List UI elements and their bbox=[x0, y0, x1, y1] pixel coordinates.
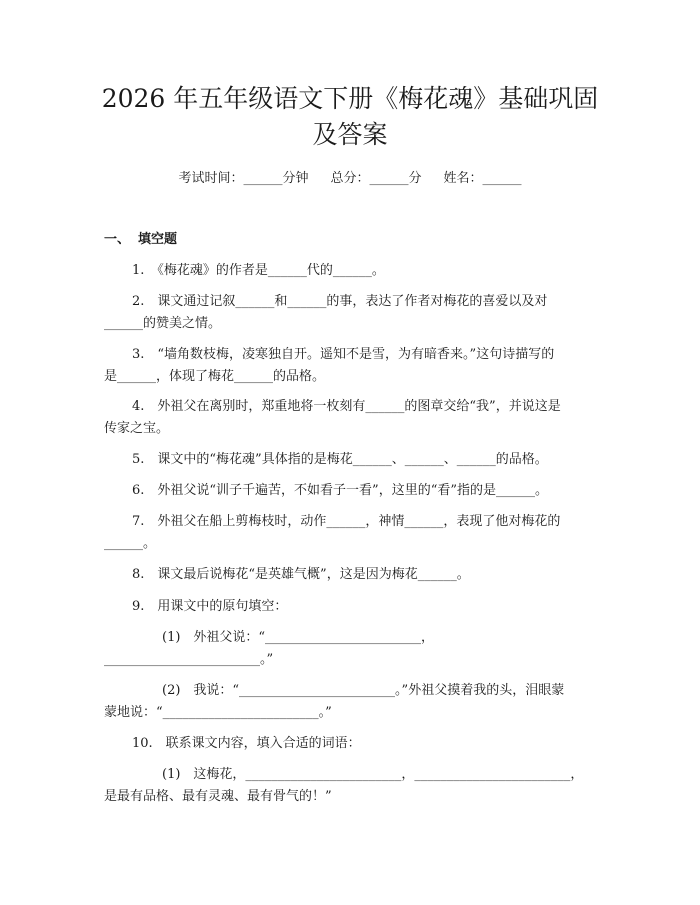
page-title-line-1: 2026 年五年级语文下册《梅花魂》基础巩固 bbox=[101, 84, 599, 113]
question-10 bbox=[104, 733, 361, 755]
question-9-part-2 bbox=[104, 680, 564, 724]
page-title-line-2: 及答案 bbox=[312, 120, 388, 149]
question-line: 6. 外祖父说“训子千遍苦，不如看子一看”，这里的“看”指的是______。 bbox=[132, 483, 548, 498]
question-line: 4. 外祖父在离别时，郑重地将一枚刻有______的图章交给“我”，并说这是 bbox=[132, 399, 561, 414]
question-4 bbox=[104, 396, 561, 440]
question-8 bbox=[104, 564, 470, 586]
question-line: 传家之宝。 bbox=[104, 421, 170, 436]
question-line: ________________________。” bbox=[104, 652, 274, 667]
question-line: 7. 外祖父在船上剪梅枝时，动作______，神情______，表现了他对梅花的 bbox=[132, 514, 561, 529]
exam-time-field: 考试时间：______分钟 bbox=[178, 171, 309, 186]
question-5 bbox=[104, 449, 548, 471]
question-line: (1) 外祖父说：“________________________， bbox=[162, 630, 435, 645]
question-7 bbox=[104, 511, 560, 555]
question-line: 1. 《梅花魂》的作者是______代的______。 bbox=[132, 263, 385, 278]
question-6 bbox=[104, 480, 548, 502]
question-line: (1) 这梅花，________________________，________________________， bbox=[162, 767, 584, 782]
question-line: 10. 联系课文内容，填入合适的词语： bbox=[132, 736, 361, 751]
question-10-part-1 bbox=[104, 764, 583, 808]
question-line: 3. “墙角数枝梅，凌寒独自开。遥知不是雪，为有暗香来。”这句诗描写的 bbox=[132, 347, 555, 362]
section-title: 填空题 bbox=[138, 232, 178, 247]
exam-meta bbox=[0, 170, 700, 188]
question-line: 8. 课文最后说梅花“是英雄气概”，这是因为梅花______。 bbox=[132, 567, 470, 582]
question-2 bbox=[104, 291, 547, 335]
student-name-field: 姓名：______ bbox=[443, 171, 522, 186]
question-line: ______。 bbox=[104, 536, 157, 551]
question-line: 是______，体现了梅花______的品格。 bbox=[104, 369, 326, 384]
question-line: 蒙地说：“________________________。” bbox=[104, 705, 332, 720]
question-1 bbox=[104, 260, 385, 282]
question-3 bbox=[104, 344, 554, 388]
question-9 bbox=[104, 596, 287, 618]
section-heading bbox=[104, 231, 177, 249]
question-9-part-1 bbox=[104, 627, 434, 671]
question-line: ______的赞美之情。 bbox=[104, 316, 222, 331]
section-number: 一、 bbox=[104, 232, 131, 247]
question-line: 2. 课文通过记叙______和______的事，表达了作者对梅花的喜爱以及对 bbox=[132, 294, 548, 309]
question-line: 是最有品格、最有灵魂、最有骨气的！” bbox=[104, 789, 332, 804]
question-line: (2) 我说：“________________________。”外祖父摸着我的头，泪眼蒙 bbox=[162, 683, 565, 698]
question-line: 9. 用课文中的原句填空： bbox=[132, 599, 288, 614]
question-line: 5. 课文中的“梅花魂”具体指的是梅花______、______、______的品格。 bbox=[132, 452, 548, 467]
total-score-field: 总分：______分 bbox=[330, 171, 422, 186]
